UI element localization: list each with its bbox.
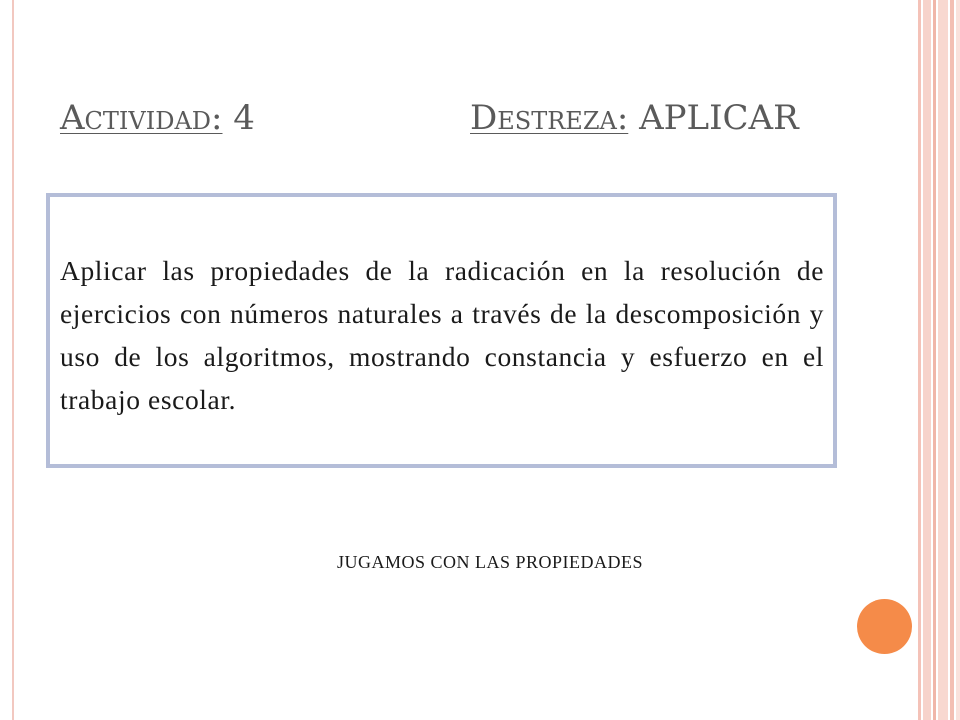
skill-heading [470,98,799,138]
slide-subtitle: JUGAMOS CON LAS PROPIEDADES [336,552,644,572]
right-decorative-stripe [956,0,960,720]
skill-label: Destreza: [470,98,629,138]
activity-heading [60,98,255,138]
objective-text: Aplicar las propiedades de la radicación en la resolución de ejercicios con números naturales a través de la descomposición y uso de los algoritmos, mostrando constancia y esfuerzo en el trabajo escolar. [60,255,824,415]
right-decorative-stripe [933,0,936,720]
right-decorative-stripe [938,0,948,720]
activity-value: 4 [222,98,255,138]
right-decorative-stripe [918,0,921,720]
decorative-circle [857,599,912,654]
right-decorative-stripe [923,0,931,720]
left-border-line [12,0,14,720]
right-decorative-stripe [950,0,954,720]
slide-title [60,98,840,138]
skill-value: APLICAR [628,98,799,138]
activity-label: Actividad: [60,98,223,138]
